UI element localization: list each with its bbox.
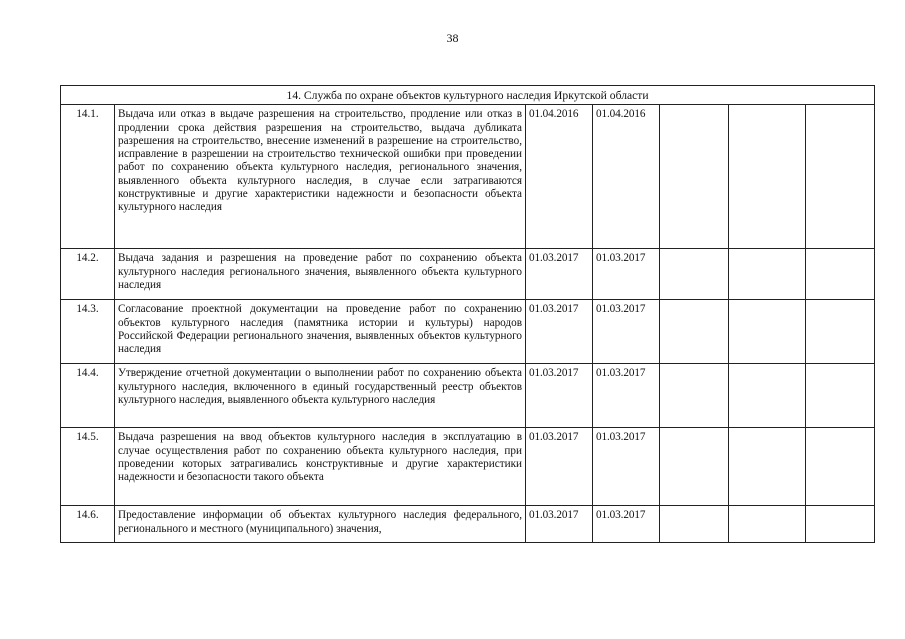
row-description: Предоставление информации об объектах культурного наследия федерального, регионального и местного (муниципального) значения, [115,506,526,543]
empty-cell [806,506,875,543]
row-start-date: 01.03.2017 [526,506,593,543]
row-end-date: 01.03.2017 [593,428,660,506]
table-row [61,364,875,428]
empty-cell [806,364,875,428]
row-number: 14.3. [61,300,115,364]
empty-cell [806,300,875,364]
table-row [61,506,875,543]
row-end-date: 01.03.2017 [593,249,660,300]
row-end-date: 01.03.2017 [593,300,660,364]
section-title: 14. Служба по охране объектов культурного наследия Иркутской области [61,86,875,105]
row-description: Согласование проектной документации на проведение работ по сохранению объектов культурного наследия (памятника истории и культуры) народов Российской Федерации регионального значения, выявленных объектов культурного наследия [115,300,526,364]
empty-cell [729,249,806,300]
table-row [61,105,875,249]
row-start-date: 01.03.2017 [526,364,593,428]
row-end-date: 01.03.2017 [593,506,660,543]
row-description: Выдача или отказ в выдаче разрешения на строительство, продление или отказ в продлении срока действия разрешения на строительство, выдача дубликата разрешения на строительство, внесение изменений в разрешение на строительство, исправление в разрешении на строительство технической ошибки при проведении работ по сохранению объекта культурного наследия, регионального значения, выявленного объекта культурного наследия, в случае если затрагиваются конструктивные и другие характеристики надежности и безопасности объекта культурного наследия [115,105,526,249]
empty-cell [806,428,875,506]
row-start-date: 01.04.2016 [526,105,593,249]
empty-cell [729,300,806,364]
row-end-date: 01.03.2017 [593,364,660,428]
empty-cell [660,364,729,428]
row-start-date: 01.03.2017 [526,249,593,300]
section-header-row [61,86,875,105]
empty-cell [729,506,806,543]
row-description: Выдача задания и разрешения на проведение работ по сохранению объекта культурного наследия регионального значения, выявленного объекта культурного наследия [115,249,526,300]
row-end-date: 01.04.2016 [593,105,660,249]
empty-cell [729,364,806,428]
row-number: 14.1. [61,105,115,249]
row-number: 14.2. [61,249,115,300]
table-row [61,428,875,506]
empty-cell [660,300,729,364]
row-number: 14.5. [61,428,115,506]
row-number: 14.4. [61,364,115,428]
empty-cell [729,428,806,506]
page-number: 38 [446,31,459,45]
empty-cell [660,428,729,506]
table-row [61,249,875,300]
row-start-date: 01.03.2017 [526,428,593,506]
row-description: Утверждение отчетной документации о выполнении работ по сохранению объекта культурного наследия, включенного в единый государственный реестр объектов культурного наследия, выявленного объекта культурного наследия [115,364,526,428]
empty-cell [660,506,729,543]
row-description: Выдача разрешения на ввод объектов культурного наследия в эксплуатацию в случае осуществления работ по сохранению объекта культурного наследия, при проведении которых затрагивались конструктивные и другие характеристики надежности и безопасности такого объекта [115,428,526,506]
services-table [60,85,875,543]
empty-cell [660,105,729,249]
row-start-date: 01.03.2017 [526,300,593,364]
table-row [61,300,875,364]
empty-cell [806,105,875,249]
empty-cell [660,249,729,300]
empty-cell [729,105,806,249]
empty-cell [806,249,875,300]
row-number: 14.6. [61,506,115,543]
